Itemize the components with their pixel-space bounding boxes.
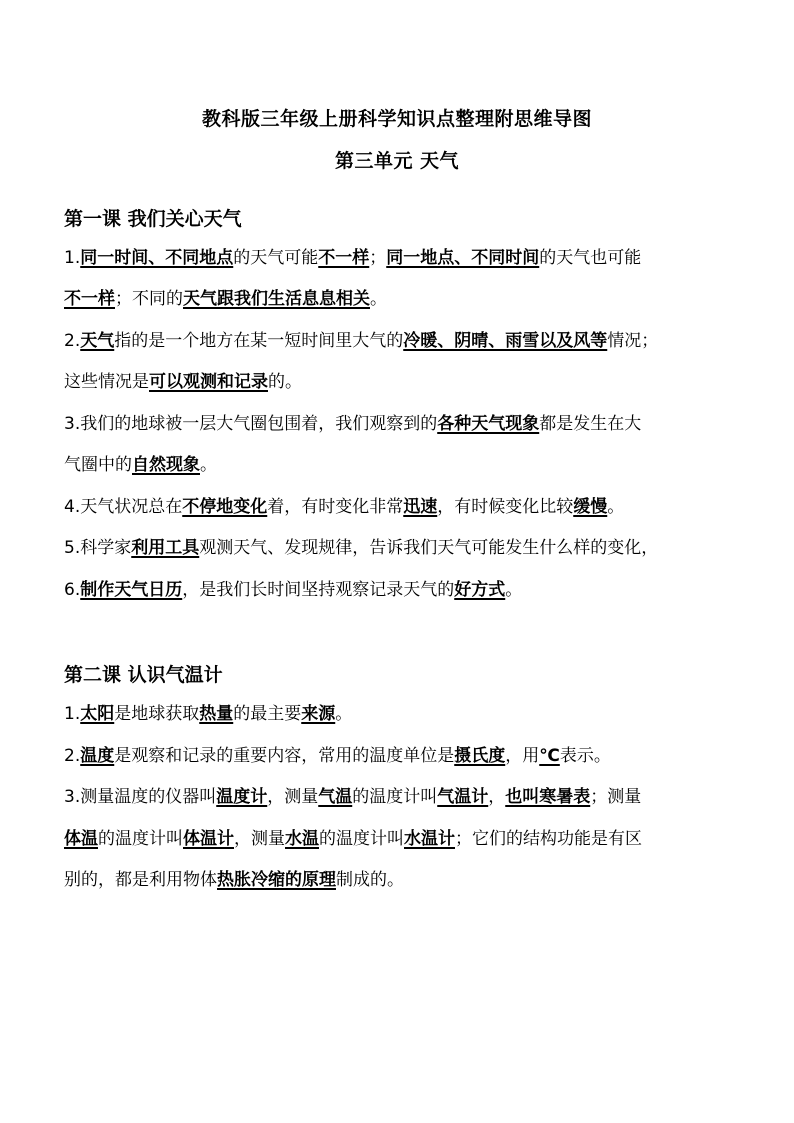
key-term: 自然现象 — [132, 455, 200, 475]
lesson-2-line — [64, 784, 744, 810]
lesson-2-line — [64, 826, 744, 852]
text-segment: 4.天气状况总在 — [64, 497, 183, 517]
key-term: 温度计 — [216, 787, 268, 807]
key-term: 水温 — [285, 829, 319, 849]
text-segment: 5.科学家 — [64, 538, 132, 558]
key-term: 摄氏度 — [454, 746, 506, 766]
key-term: 好方式 — [454, 580, 506, 600]
text-segment: 的温度计叫 — [352, 787, 438, 807]
lesson-1-line — [64, 245, 744, 271]
text-segment: 。 — [607, 497, 625, 517]
key-term: 天气 — [80, 331, 115, 351]
key-term: 不停地变化 — [182, 497, 268, 517]
text-segment: 的。 — [268, 372, 302, 392]
lesson-2-line — [64, 701, 744, 727]
text-segment: ；测量 — [590, 787, 642, 807]
text-segment: 着，有时变化非常 — [267, 497, 404, 517]
text-segment: ，是我们长时间坚持观察记录天气的 — [182, 580, 455, 600]
text-segment: ，测量 — [267, 787, 319, 807]
lesson-1-line — [64, 494, 744, 520]
key-term: 同一时间、不同地点 — [80, 248, 234, 268]
text-segment: 。 — [200, 455, 217, 475]
unit-title: 第三单元 天气 — [334, 150, 460, 172]
text-segment: ；它们的结构功能是有区 — [455, 829, 642, 849]
document-title: 教科版三年级上册科学知识点整理附思维导图 — [201, 108, 592, 130]
key-term: 可以观测和记录 — [149, 372, 268, 392]
key-term: 温度 — [80, 746, 115, 766]
key-term: 制作天气日历 — [80, 580, 183, 600]
key-term: 体温 — [64, 829, 98, 849]
key-term: 不一样 — [318, 248, 370, 268]
lesson-1-line — [64, 286, 744, 312]
text-segment: ，有时候变化比较 — [437, 497, 574, 517]
text-segment: 的天气可能 — [233, 248, 319, 268]
lesson-1-line — [64, 535, 744, 561]
lesson-2-title: 第二课 认识气温计 — [64, 664, 223, 686]
key-term: 缓慢 — [573, 497, 608, 517]
text-segment: 制成的。 — [336, 870, 404, 890]
text-segment: 1. — [64, 704, 81, 724]
text-segment: 的天气也可能 — [539, 248, 642, 268]
key-term: 太阳 — [80, 704, 115, 724]
text-segment: 的温度计叫 — [319, 829, 404, 849]
text-segment: 观测天气、发现规律，告诉我们天气可能发生什么样的变化， — [199, 538, 659, 558]
key-term: ℃ — [539, 746, 560, 766]
key-term: 冷暖、阴晴、雨雪以及风等 — [403, 331, 608, 351]
lesson-1-title: 第一课 我们关心天气 — [64, 208, 242, 230]
text-segment: ； — [369, 248, 387, 268]
key-term: 也叫寒暑表 — [505, 787, 591, 807]
text-segment: 表示。 — [559, 746, 611, 766]
key-term: 来源 — [301, 704, 336, 724]
text-segment: 是观察和记录的重要内容，常用的温度单位是 — [114, 746, 455, 766]
text-segment: ， — [488, 787, 506, 807]
lesson-1-line — [64, 328, 744, 354]
text-segment: 。 — [370, 289, 387, 309]
text-segment: 的温度计叫 — [98, 829, 183, 849]
lesson-1-line — [64, 369, 744, 395]
text-segment: 3.我们的地球被一层大气圈包围着，我们观察到的 — [64, 414, 438, 434]
key-term: 不一样 — [64, 289, 115, 309]
text-segment: 是地球获取 — [114, 704, 200, 724]
text-segment: 2. — [64, 331, 81, 351]
lesson-1-line — [64, 452, 744, 478]
text-segment: 别的，都是利用物体 — [64, 870, 217, 890]
text-segment: 。 — [335, 704, 353, 724]
text-segment: 指的是一个地方在某一短时间里大气的 — [114, 331, 404, 351]
key-term: 热胀冷缩的原理 — [217, 870, 336, 890]
lesson-2-line — [64, 743, 744, 769]
text-segment: 这些情况是 — [64, 372, 149, 392]
text-segment: ，测量 — [234, 829, 285, 849]
key-term: 水温计 — [404, 829, 455, 849]
key-term: 气温计 — [437, 787, 489, 807]
text-segment: 1. — [64, 248, 81, 268]
text-segment: 气圈中的 — [64, 455, 132, 475]
text-segment: 的最主要 — [233, 704, 302, 724]
key-term: 热量 — [199, 704, 234, 724]
text-segment: 情况； — [607, 331, 659, 351]
text-segment: 都是发生在大 — [539, 414, 642, 434]
key-term: 各种天气现象 — [437, 414, 540, 434]
key-term: 迅速 — [403, 497, 438, 517]
lesson-1-line — [64, 411, 744, 437]
key-term: 利用工具 — [131, 538, 200, 558]
key-term: 气温 — [318, 787, 353, 807]
key-term: 同一地点、不同时间 — [386, 248, 540, 268]
text-segment: 6. — [64, 580, 81, 600]
text-segment: 2. — [64, 746, 81, 766]
lesson-2-line — [64, 867, 744, 893]
text-segment: ；不同的 — [115, 289, 183, 309]
lesson-1-line — [64, 577, 744, 603]
key-term: 天气跟我们生活息息相关 — [183, 289, 370, 309]
text-segment: 。 — [505, 580, 523, 600]
text-segment: ，用 — [505, 746, 540, 766]
key-term: 体温计 — [183, 829, 234, 849]
text-segment: 3.测量温度的仪器叫 — [64, 787, 217, 807]
